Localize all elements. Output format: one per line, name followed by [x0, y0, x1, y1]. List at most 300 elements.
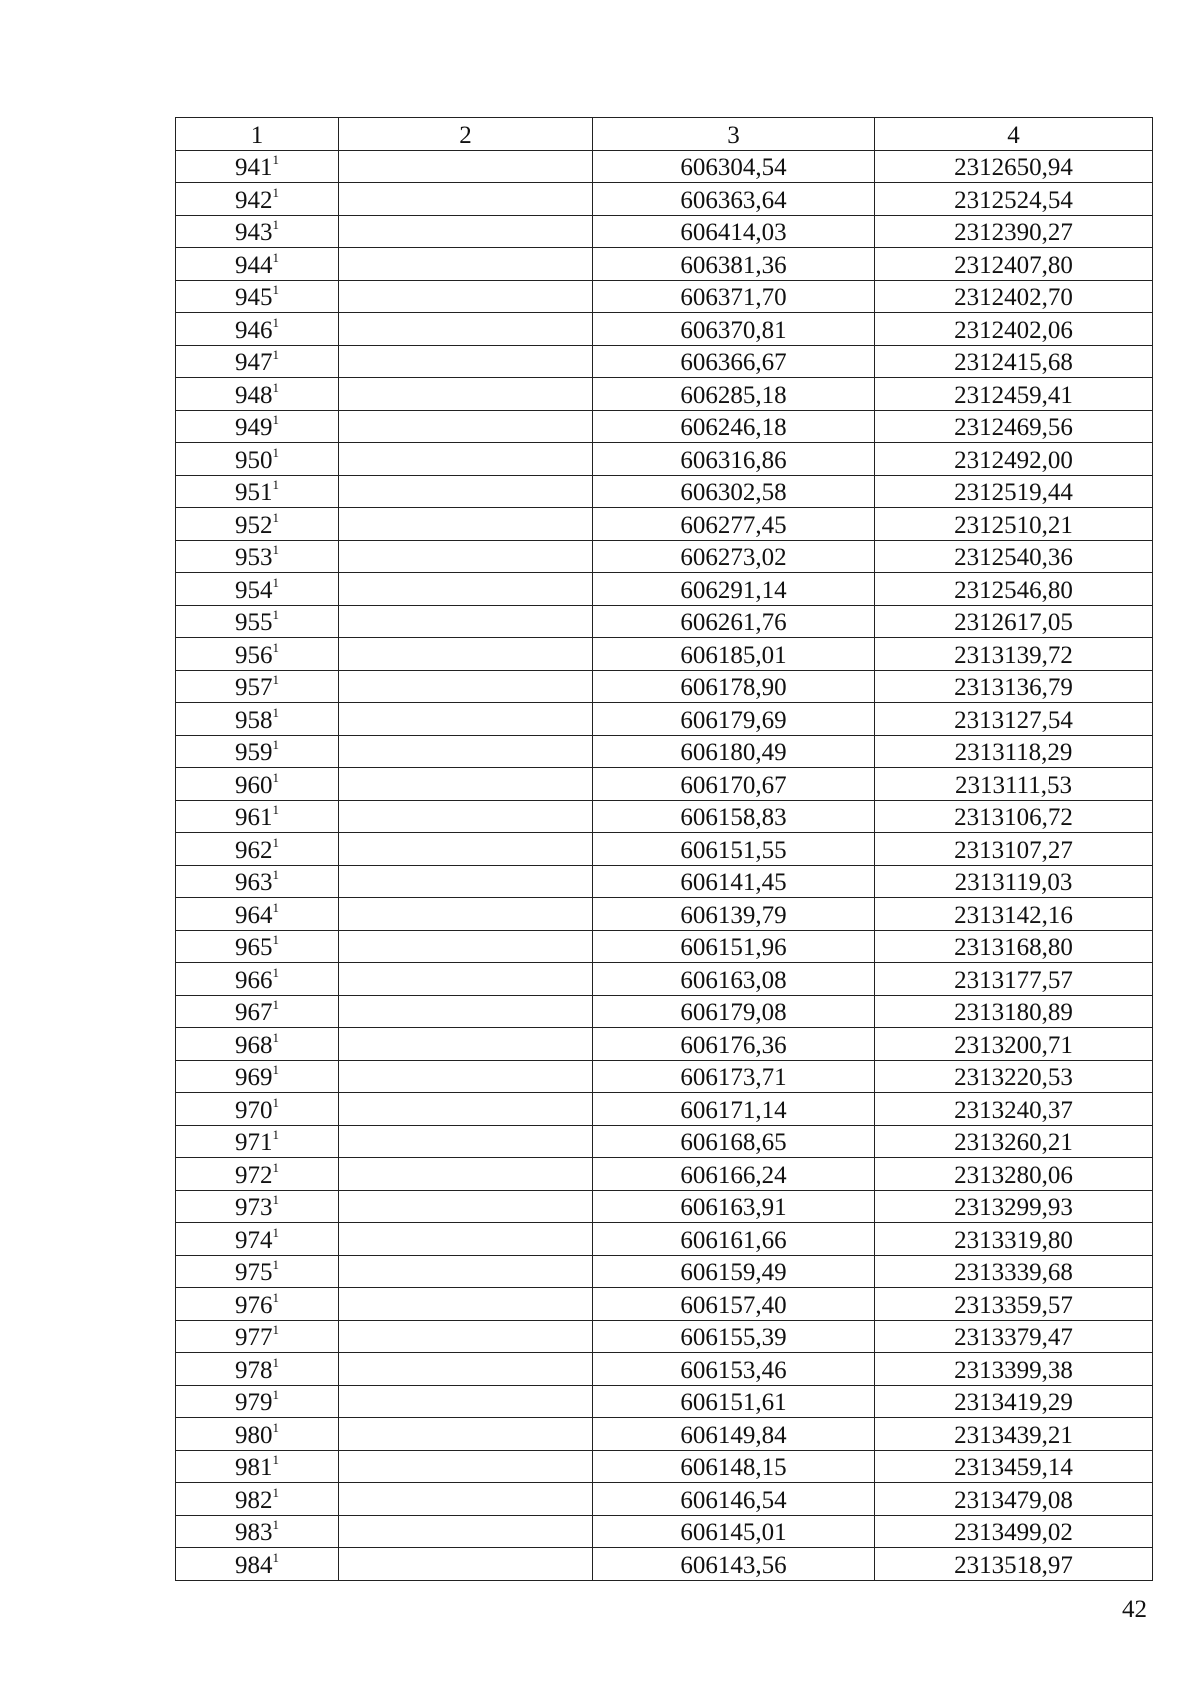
point-number: 959: [235, 739, 273, 766]
coordinate-y-cell: 2313280,06: [875, 1158, 1153, 1191]
point-number-cell: [176, 280, 339, 313]
point-number-cell: [176, 703, 339, 736]
coordinate-x-cell: 606371,70: [593, 280, 875, 313]
point-number-cell: [176, 670, 339, 703]
coordinate-y-cell: 2313399,38: [875, 1353, 1153, 1386]
column-2-cell: [339, 638, 593, 671]
point-number-superscript: 1: [272, 964, 279, 980]
point-number-superscript: 1: [272, 639, 279, 655]
table-body: [176, 118, 1153, 1581]
point-number: 958: [235, 706, 273, 734]
point-number-superscript: 1: [272, 997, 279, 1012]
coordinate-x-cell: 606277,45: [593, 508, 875, 541]
point-number-superscript: 1: [272, 899, 279, 915]
table-row: [176, 475, 1153, 508]
table-row: [176, 605, 1153, 638]
column-2-cell: [339, 995, 593, 1028]
point-number-superscript: 1: [272, 607, 279, 622]
table-row: [176, 248, 1153, 281]
point-number-cell: [176, 833, 339, 866]
point-number: 966: [235, 966, 273, 994]
point-number: 954: [235, 576, 273, 604]
point-number: 962: [235, 836, 273, 864]
table-row: [176, 930, 1153, 963]
coordinate-x-cell: 606166,24: [593, 1158, 875, 1191]
coordinate-y-cell: 2313119,03: [875, 865, 1153, 898]
table-row: [176, 215, 1153, 248]
point-number-superscript: 1: [272, 282, 279, 297]
table-row: [176, 1288, 1153, 1321]
column-2-cell: [339, 1515, 593, 1548]
point-number: 973: [235, 1194, 273, 1221]
column-2-cell: [339, 800, 593, 833]
column-2-cell: [339, 540, 593, 573]
table-row: [176, 183, 1153, 216]
point-number: 968: [235, 1031, 273, 1059]
coordinate-y-cell: 2312407,80: [875, 248, 1153, 281]
point-number-superscript: 1: [272, 152, 279, 167]
column-2-cell: [339, 378, 593, 411]
coordinate-x-cell: 606302,58: [593, 475, 875, 508]
point-number-superscript: 1: [272, 412, 279, 427]
table-row: [176, 1223, 1153, 1256]
point-number-superscript: 1: [272, 932, 279, 947]
coordinate-x-cell: 606179,08: [593, 995, 875, 1028]
header-row: [176, 118, 1153, 151]
point-number-superscript: 1: [272, 347, 279, 362]
point-number: 942: [235, 186, 273, 214]
point-number: 969: [235, 1064, 273, 1091]
column-2-cell: [339, 963, 593, 996]
table-row: [176, 735, 1153, 768]
point-number: 955: [235, 609, 273, 636]
coordinate-x-cell: 606316,86: [593, 443, 875, 476]
coordinate-y-cell: 2313499,02: [875, 1515, 1153, 1548]
point-number-superscript: 1: [272, 1484, 279, 1500]
point-number-superscript: 1: [272, 802, 279, 817]
column-2-cell: [339, 183, 593, 216]
table-row: [176, 1515, 1153, 1548]
coordinate-x-cell: 606139,79: [593, 898, 875, 931]
table-row: [176, 1353, 1153, 1386]
point-number-cell: [176, 1093, 339, 1126]
coordinate-y-cell: 2312510,21: [875, 508, 1153, 541]
point-number-cell: [176, 735, 339, 768]
point-number-cell: [176, 963, 339, 996]
point-number-cell: [176, 1483, 339, 1516]
coordinate-x-cell: 606158,83: [593, 800, 875, 833]
coordinate-y-cell: 2312469,56: [875, 410, 1153, 443]
coordinate-y-cell: 2313177,57: [875, 963, 1153, 996]
point-number-superscript: 1: [272, 1257, 279, 1272]
coordinate-x-cell: 606163,91: [593, 1190, 875, 1223]
table-row: [176, 833, 1153, 866]
point-number: 953: [235, 544, 273, 571]
column-2-cell: [339, 215, 593, 248]
point-number: 944: [235, 251, 273, 279]
coordinate-y-cell: 2313299,93: [875, 1190, 1153, 1223]
column-2-cell: [339, 443, 593, 476]
table-row: [176, 670, 1153, 703]
table-row: [176, 508, 1153, 541]
coordinate-x-cell: 606171,14: [593, 1093, 875, 1126]
point-number: 941: [235, 154, 273, 181]
table-row: [176, 963, 1153, 996]
point-number: 972: [235, 1161, 273, 1189]
column-2-cell: [339, 1158, 593, 1191]
point-number: 980: [235, 1421, 273, 1449]
point-number: 977: [235, 1324, 273, 1351]
table-row: [176, 800, 1153, 833]
point-number: 970: [235, 1096, 273, 1124]
coordinate-x-cell: 606178,90: [593, 670, 875, 703]
coordinate-y-cell: 2312524,54: [875, 183, 1153, 216]
column-2-cell: [339, 1255, 593, 1288]
column-2-cell: [339, 833, 593, 866]
table-row: [176, 1418, 1153, 1451]
coordinate-x-cell: 606170,67: [593, 768, 875, 801]
point-number-cell: [176, 410, 339, 443]
column-2-cell: [339, 703, 593, 736]
point-number: 945: [235, 284, 273, 311]
coordinate-x-cell: 606381,36: [593, 248, 875, 281]
coordinate-x-cell: 606161,66: [593, 1223, 875, 1256]
column-2-cell: [339, 865, 593, 898]
coordinate-y-cell: 2313319,80: [875, 1223, 1153, 1256]
column-2-cell: [339, 573, 593, 606]
table-row: [176, 1093, 1153, 1126]
table-row: [176, 1158, 1153, 1191]
coordinate-x-cell: 606261,76: [593, 605, 875, 638]
table-row: [176, 150, 1153, 183]
coordinate-x-cell: 606146,54: [593, 1483, 875, 1516]
point-number-superscript: 1: [272, 737, 279, 752]
coordinate-y-cell: 2312519,44: [875, 475, 1153, 508]
point-number: 960: [235, 771, 273, 799]
point-number: 974: [235, 1226, 273, 1254]
point-number-cell: [176, 248, 339, 281]
column-2-cell: [339, 1483, 593, 1516]
table-row: [176, 1450, 1153, 1483]
column-2-cell: [339, 1223, 593, 1256]
point-number: 967: [235, 999, 273, 1026]
column-2-cell: [339, 1288, 593, 1321]
coordinate-y-cell: 2313459,14: [875, 1450, 1153, 1483]
point-number-cell: [176, 995, 339, 1028]
coordinate-y-cell: 2313339,68: [875, 1255, 1153, 1288]
column-2-cell: [339, 313, 593, 346]
point-number-cell: [176, 638, 339, 671]
point-number-cell: [176, 1548, 339, 1581]
point-number-cell: [176, 1385, 339, 1418]
page-number: 42: [1122, 1596, 1147, 1623]
table-row: [176, 1548, 1153, 1581]
coordinate-y-cell: 2313142,16: [875, 898, 1153, 931]
point-number-superscript: 1: [272, 184, 279, 200]
coordinate-y-cell: 2312540,36: [875, 540, 1153, 573]
point-number-superscript: 1: [272, 867, 279, 882]
coordinate-y-cell: 2312415,68: [875, 345, 1153, 378]
point-number-cell: [176, 573, 339, 606]
table-row: [176, 1190, 1153, 1223]
point-number-cell: [176, 768, 339, 801]
point-number-cell: [176, 800, 339, 833]
coordinate-x-cell: 606148,15: [593, 1450, 875, 1483]
point-number-cell: [176, 1028, 339, 1061]
coordinate-y-cell: 2313118,29: [875, 735, 1153, 768]
table-row: [176, 995, 1153, 1028]
point-number: 957: [235, 674, 273, 701]
point-number: 978: [235, 1356, 273, 1384]
point-number-cell: [176, 443, 339, 476]
coordinate-x-cell: 606176,36: [593, 1028, 875, 1061]
point-number-superscript: 1: [272, 1127, 279, 1142]
point-number-cell: [176, 475, 339, 508]
column-header-2: 2: [339, 118, 593, 151]
coordinate-x-cell: 606155,39: [593, 1320, 875, 1353]
table-row: [176, 1320, 1153, 1353]
table-row: [176, 703, 1153, 736]
table-row: [176, 345, 1153, 378]
coordinate-x-cell: 606151,55: [593, 833, 875, 866]
point-number-superscript: 1: [272, 1322, 279, 1337]
column-2-cell: [339, 1190, 593, 1223]
point-number-cell: [176, 540, 339, 573]
table-row: [176, 1060, 1153, 1093]
coordinate-y-cell: 2313439,21: [875, 1418, 1153, 1451]
coordinate-y-cell: 2312546,80: [875, 573, 1153, 606]
column-2-cell: [339, 248, 593, 281]
point-number-superscript: 1: [272, 1452, 279, 1467]
point-number-superscript: 1: [272, 1289, 279, 1305]
point-number-cell: [176, 150, 339, 183]
point-number-cell: [176, 313, 339, 346]
point-number-superscript: 1: [272, 249, 279, 265]
column-2-cell: [339, 345, 593, 378]
column-2-cell: [339, 280, 593, 313]
point-number-superscript: 1: [272, 379, 279, 395]
point-number-superscript: 1: [272, 509, 279, 525]
table-row: [176, 638, 1153, 671]
column-2-cell: [339, 1385, 593, 1418]
coordinate-y-cell: 2313127,54: [875, 703, 1153, 736]
column-2-cell: [339, 768, 593, 801]
point-number-superscript: 1: [272, 704, 279, 720]
point-number-superscript: 1: [272, 672, 279, 687]
column-2-cell: [339, 1548, 593, 1581]
coordinate-x-cell: 606163,08: [593, 963, 875, 996]
column-2-cell: [339, 670, 593, 703]
point-number-cell: [176, 898, 339, 931]
point-number-superscript: 1: [272, 1354, 279, 1370]
table-row: [176, 378, 1153, 411]
point-number: 965: [235, 934, 273, 961]
point-number: 975: [235, 1259, 273, 1286]
column-header-3: 3: [593, 118, 875, 151]
coordinate-y-cell: 2313111,53: [875, 768, 1153, 801]
coordinate-y-cell: 2312492,00: [875, 443, 1153, 476]
point-number-cell: [176, 1288, 339, 1321]
table-row: [176, 865, 1153, 898]
coordinate-y-cell: 2312459,41: [875, 378, 1153, 411]
coordinate-x-cell: 606246,18: [593, 410, 875, 443]
point-number-cell: [176, 1125, 339, 1158]
column-2-cell: [339, 898, 593, 931]
point-number-superscript: 1: [272, 1517, 279, 1532]
point-number-superscript: 1: [272, 1224, 279, 1240]
table-row: [176, 540, 1153, 573]
coordinate-x-cell: 606153,46: [593, 1353, 875, 1386]
point-number: 963: [235, 869, 273, 896]
point-number-cell: [176, 865, 339, 898]
column-2-cell: [339, 735, 593, 768]
column-2-cell: [339, 1418, 593, 1451]
coordinate-x-cell: 606180,49: [593, 735, 875, 768]
table-row: [176, 768, 1153, 801]
coordinate-x-cell: 606273,02: [593, 540, 875, 573]
point-number-cell: [176, 1158, 339, 1191]
point-number-cell: [176, 378, 339, 411]
column-2-cell: [339, 1353, 593, 1386]
table-row: [176, 1483, 1153, 1516]
coordinate-y-cell: 2312617,05: [875, 605, 1153, 638]
point-number-cell: [176, 1223, 339, 1256]
point-number-cell: [176, 1353, 339, 1386]
point-number: 947: [235, 349, 273, 376]
coordinate-x-cell: 606159,49: [593, 1255, 875, 1288]
column-2-cell: [339, 410, 593, 443]
coordinate-x-cell: 606179,69: [593, 703, 875, 736]
column-2-cell: [339, 1125, 593, 1158]
table-row: [176, 573, 1153, 606]
point-number-cell: [176, 1515, 339, 1548]
point-number-superscript: 1: [272, 1159, 279, 1175]
coordinate-y-cell: 2313419,29: [875, 1385, 1153, 1418]
point-number-cell: [176, 345, 339, 378]
coordinate-x-cell: 606366,67: [593, 345, 875, 378]
column-2-cell: [339, 1060, 593, 1093]
coordinate-y-cell: 2312402,06: [875, 313, 1153, 346]
coordinate-y-cell: 2313180,89: [875, 995, 1153, 1028]
coordinate-y-cell: 2313518,97: [875, 1548, 1153, 1581]
point-number: 946: [235, 316, 273, 344]
coordinate-y-cell: 2313139,72: [875, 638, 1153, 671]
coordinate-y-cell: 2313107,27: [875, 833, 1153, 866]
coordinate-y-cell: 2313379,47: [875, 1320, 1153, 1353]
column-2-cell: [339, 508, 593, 541]
point-number-superscript: 1: [272, 217, 279, 232]
point-number-superscript: 1: [272, 1387, 279, 1402]
point-number: 982: [235, 1486, 273, 1514]
column-2-cell: [339, 150, 593, 183]
point-number-superscript: 1: [272, 1419, 279, 1435]
point-number-superscript: 1: [272, 1192, 279, 1207]
point-number: 984: [235, 1551, 273, 1579]
coordinate-x-cell: 606141,45: [593, 865, 875, 898]
point-number-cell: [176, 1418, 339, 1451]
coordinate-y-cell: 2312650,94: [875, 150, 1153, 183]
point-number-superscript: 1: [272, 769, 279, 785]
coordinate-x-cell: 606143,56: [593, 1548, 875, 1581]
point-number-cell: [176, 1320, 339, 1353]
column-header-1: 1: [176, 118, 339, 151]
point-number-superscript: 1: [272, 542, 279, 557]
point-number-cell: [176, 1060, 339, 1093]
coordinate-y-cell: 2312390,27: [875, 215, 1153, 248]
coordinate-x-cell: 606145,01: [593, 1515, 875, 1548]
coordinate-y-cell: 2313200,71: [875, 1028, 1153, 1061]
coordinate-x-cell: 606291,14: [593, 573, 875, 606]
point-number-cell: [176, 1450, 339, 1483]
column-2-cell: [339, 1320, 593, 1353]
coordinate-x-cell: 606149,84: [593, 1418, 875, 1451]
point-number: 956: [235, 641, 273, 669]
column-2-cell: [339, 475, 593, 508]
point-number: 971: [235, 1129, 273, 1156]
coordinate-x-cell: 606185,01: [593, 638, 875, 671]
coordinate-x-cell: 606363,64: [593, 183, 875, 216]
coordinate-y-cell: 2313359,57: [875, 1288, 1153, 1321]
table-row: [176, 313, 1153, 346]
column-header-4: 4: [875, 118, 1153, 151]
point-number: 976: [235, 1291, 273, 1319]
coordinates-table: [175, 117, 1153, 1581]
coordinate-x-cell: 606285,18: [593, 378, 875, 411]
table-row: [176, 410, 1153, 443]
point-number-cell: [176, 1190, 339, 1223]
point-number-cell: [176, 215, 339, 248]
point-number: 981: [235, 1454, 273, 1481]
column-2-cell: [339, 605, 593, 638]
point-number-superscript: 1: [272, 1094, 279, 1110]
coordinate-y-cell: 2313479,08: [875, 1483, 1153, 1516]
table-row: [176, 1385, 1153, 1418]
coordinate-y-cell: 2313240,37: [875, 1093, 1153, 1126]
table-row: [176, 1255, 1153, 1288]
coordinate-x-cell: 606304,54: [593, 150, 875, 183]
coordinate-x-cell: 606414,03: [593, 215, 875, 248]
point-number-superscript: 1: [272, 1062, 279, 1077]
table-row: [176, 1125, 1153, 1158]
point-number-cell: [176, 508, 339, 541]
table-row: [176, 898, 1153, 931]
coordinate-x-cell: 606151,61: [593, 1385, 875, 1418]
point-number: 950: [235, 446, 273, 474]
point-number-cell: [176, 183, 339, 216]
point-number-superscript: 1: [272, 1549, 279, 1565]
table-row: [176, 1028, 1153, 1061]
coordinate-y-cell: 2313168,80: [875, 930, 1153, 963]
point-number-superscript: 1: [272, 477, 279, 492]
point-number: 948: [235, 381, 273, 409]
coordinate-x-cell: 606168,65: [593, 1125, 875, 1158]
point-number-superscript: 1: [272, 444, 279, 460]
coordinate-y-cell: 2313220,53: [875, 1060, 1153, 1093]
column-2-cell: [339, 930, 593, 963]
point-number: 952: [235, 511, 273, 539]
coordinate-x-cell: 606370,81: [593, 313, 875, 346]
point-number: 951: [235, 479, 273, 506]
point-number: 961: [235, 804, 273, 831]
coordinate-y-cell: 2313106,72: [875, 800, 1153, 833]
column-2-cell: [339, 1028, 593, 1061]
point-number-superscript: 1: [272, 574, 279, 590]
column-2-cell: [339, 1093, 593, 1126]
coordinate-y-cell: 2312402,70: [875, 280, 1153, 313]
point-number: 964: [235, 901, 273, 929]
coordinate-y-cell: 2313260,21: [875, 1125, 1153, 1158]
point-number-cell: [176, 1255, 339, 1288]
